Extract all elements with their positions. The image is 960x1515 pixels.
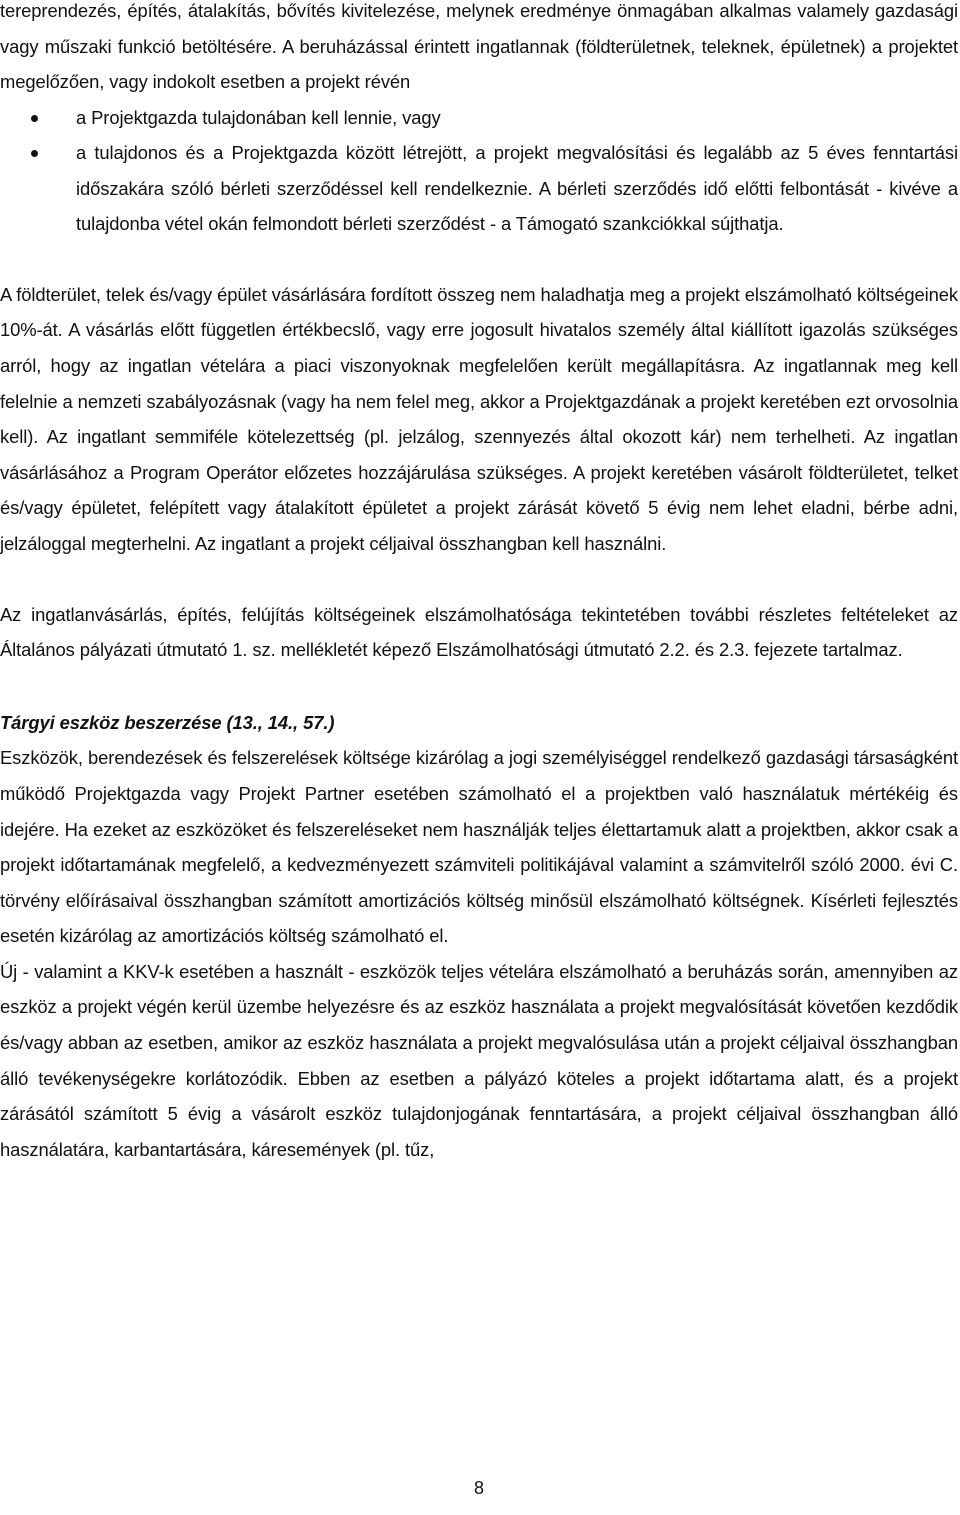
bullet-item-lease: a tulajdonos és a Projektgazda között létrejött, a projekt megvalósítási és legalább az 5 éves fenntartási időszakára szóló bérleti szerződéssel kell rendelkeznie. A bérleti szerződés idő előtti felbontását - kivéve a tulajdonba vétel okán felmondott bérleti szerződést - a Támogató szankciókkal sújthatja. [76,135,958,242]
intro-block [0,0,958,100]
intro-paragraph: tereprendezés, építés, átalakítás, bővítés kivitelezése, melynek eredménye önmagában alkalmas valamely gazdasági vagy műszaki funkció betöltésére. A beruházással érintett ingatlannak (földterületnek, teleknek, épületnek) a projektet megelőzően, vagy indokolt esetben a projekt révén [0,0,958,93]
paragraph-assets: Eszközök, berendezések és felszerelések költsége kizárólag a jogi személyiséggel rendelkező gazdasági társaságként működő Projektgazda vagy Projekt Partner esetében számolható el a projektben való használatuk mértékéig és idejére. Ha ezeket az eszközöket és felszereléseket nem használják teljes élettartamuk alatt a projektben, akkor csak a projekt időtartamának megfelelő, a kedvezményezett számviteli politikájával valamint a számvitelről szóló 2000. évi C. törvény előírásaival összhangban számított amortizációs költség minősül elszámolható költségnek. Kísérleti fejlesztés esetén kizárólag az amortizációs költség számolható el. [0,747,958,947]
page-number: 8 [473,1478,484,1498]
section-heading-tangible-assets: Tárgyi eszköz beszerzése (13., 14., 57.) [0,711,335,733]
paragraph-land-purchase: A földterület, telek és/vagy épület vásárlására fordított összeg nem haladhatja meg a projekt elszámolható költségeinek 10%-át. A vásárlás előtt független értékbecslő, vagy erre jogosult hivatalos személy által kiállított igazolás szükséges arról, hogy az ingatlan vételára a piaci viszonyoknak megfelelően került megállapításra. Az ingatlannak meg kell felelnie a nemzeti szabályozásnak (vagy ha nem felel meg, akkor a Projektgazdának a projekt keretében ezt orvosolnia kell). Az ingatlant semmiféle kötelezettség (pl. jelzálog, szennyezés által okozott kár) nem terhelheti. Az ingatlan vásárlásához a Program Operátor előzetes hozzájárulása szükséges. A projekt keretében vásárolt földterületet, telket és/vagy épületet, felépített vagy átalakított épületet a projekt zárását követő 5 évig nem lehet eladni, bérbe adni, jelzáloggal megterhelni. Az ingatlant a projekt céljaival összhangban kell használni. [0,283,958,554]
bullet-item-ownership: a Projektgazda tulajdonában kell lennie, vagy [76,100,958,136]
ownership-conditions-list [0,100,958,242]
paragraph-reference: Az ingatlanvásárlás, építés, felújítás költségeinek elszámolhatósága tekintetében további részletes feltételeket az Általános pályázati útmutató 1. sz. mellékletét képező Elszámolhatósági útmutató 2.2. és 2.3. fejezete tartalmaz. [0,603,958,661]
paragraph-new-assets: Új - valamint a KKV-k esetében a használt - eszközök teljes vételára elszámolható a beruházás során, amennyiben az eszköz a projekt végén kerül üzembe helyezésre és az eszköz használata a projekt megvalósítását követően kezdődik és/vagy abban az esetben, amikor az eszköz használata a projekt megvalósulása után a projekt céljaival összhangban álló tevékenységekre korlátozódik. Ebben az esetben a pályázó köteles a projekt időtartama alatt, és a projekt zárásától számított 5 évig a vásárolt eszköz tulajdonjogának fenntartására, a projekt céljaival összhangban álló használatára, karbantartására, káresemények (pl. tűz, [0,960,958,1160]
